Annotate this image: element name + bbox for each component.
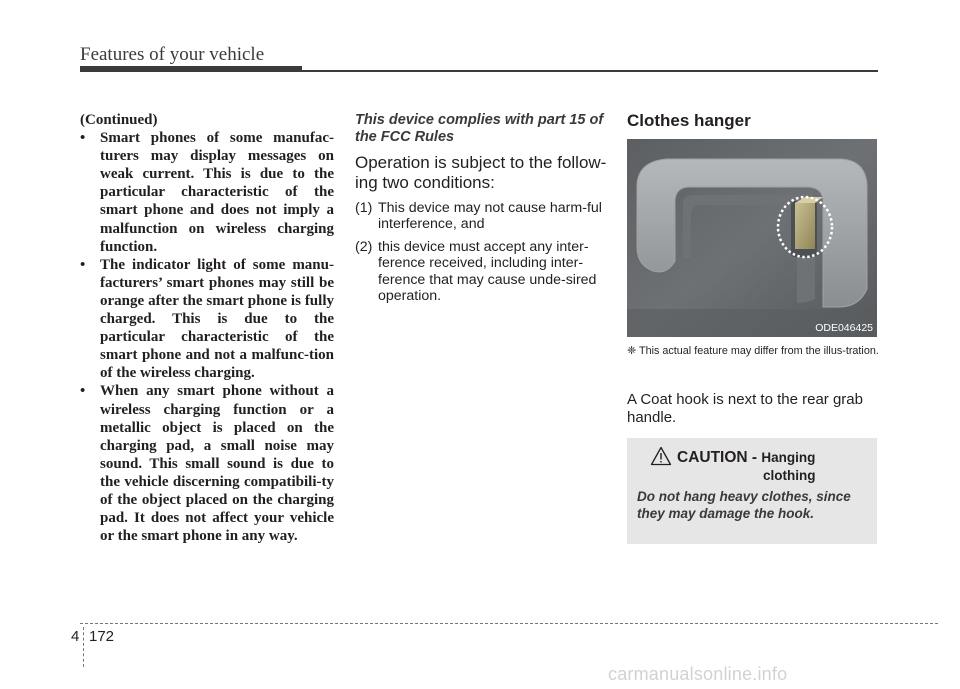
- clothes-hanger-photo: [627, 139, 877, 337]
- condition-text: this device must accept any inter-ference received, including inter-ference that may cause unde-sired operation.: [378, 238, 597, 305]
- page-header-title: Features of your vehicle: [80, 44, 265, 65]
- caution-subtitle-1: Hanging: [761, 450, 816, 465]
- coat-hook-text: A Coat hook is next to the rear grab handle.: [627, 391, 863, 426]
- bullet-item: • When any smart phone without a wireless charging function or a metallic object is placed on the charging pad, a small noise may sound. This small sound is due to the vehicle discerning compatibili-ty of the object placed on the charging pad. It does not affect your vehicle or the smart phone in any way.: [80, 382, 334, 545]
- condition-number: (1): [355, 200, 373, 216]
- caution-label: CAUTION -: [677, 449, 758, 466]
- bullet-item: • The indicator light of some manu-facturers’ smart phones may still be orange after the smart phone is fully charged. This is due to the particular characteristic of the smart phone and not a malfunc-tion of the wireless charging.: [80, 256, 334, 383]
- note-mark: ❈: [627, 345, 637, 357]
- photo-code-label: ODE046425: [815, 322, 873, 334]
- header-bar: [80, 66, 302, 72]
- caution-heading: [677, 449, 815, 467]
- condition-item: [355, 200, 607, 233]
- photo-illustration: [627, 139, 877, 337]
- bullet-item: • Smart phones of some manufac-turers may display messages on weak current. This is due to the particular characteristic of the smart phone and does not imply a malfunction on wireless charging function.: [80, 129, 334, 256]
- continued-label: (Continued): [80, 112, 158, 128]
- caution-subtitle-2: clothing: [763, 468, 816, 483]
- watermark-text: carmanualsonline.info: [608, 664, 788, 684]
- column-left: [80, 111, 334, 545]
- column-middle: [355, 112, 607, 310]
- operation-text: Operation is subject to the follow-ing two conditions:: [355, 153, 607, 192]
- note-text: This actual feature may differ from the illus-tration.: [639, 345, 879, 357]
- fcc-heading: This device complies with part 15 of the FCC Rules: [355, 112, 604, 145]
- condition-item: [355, 239, 607, 305]
- column-right: [627, 111, 879, 426]
- bullet-list: [80, 129, 334, 545]
- page-number: 172: [89, 628, 115, 645]
- footer-divider: [83, 627, 84, 667]
- condition-number: (2): [355, 238, 373, 255]
- conditions-list: [355, 200, 607, 304]
- condition-text: This device may not cause harm-ful interference, and: [378, 200, 602, 233]
- caution-text: Do not hang heavy clothes, since they may damage the hook.: [637, 489, 851, 521]
- chapter-number: 4: [71, 628, 80, 645]
- section-title: Clothes hanger: [627, 111, 751, 130]
- illustration-note: [627, 344, 879, 359]
- caution-box: [627, 438, 877, 544]
- warning-triangle-icon: [650, 446, 672, 466]
- header-rule: [302, 70, 878, 72]
- footer-rule: [80, 623, 938, 624]
